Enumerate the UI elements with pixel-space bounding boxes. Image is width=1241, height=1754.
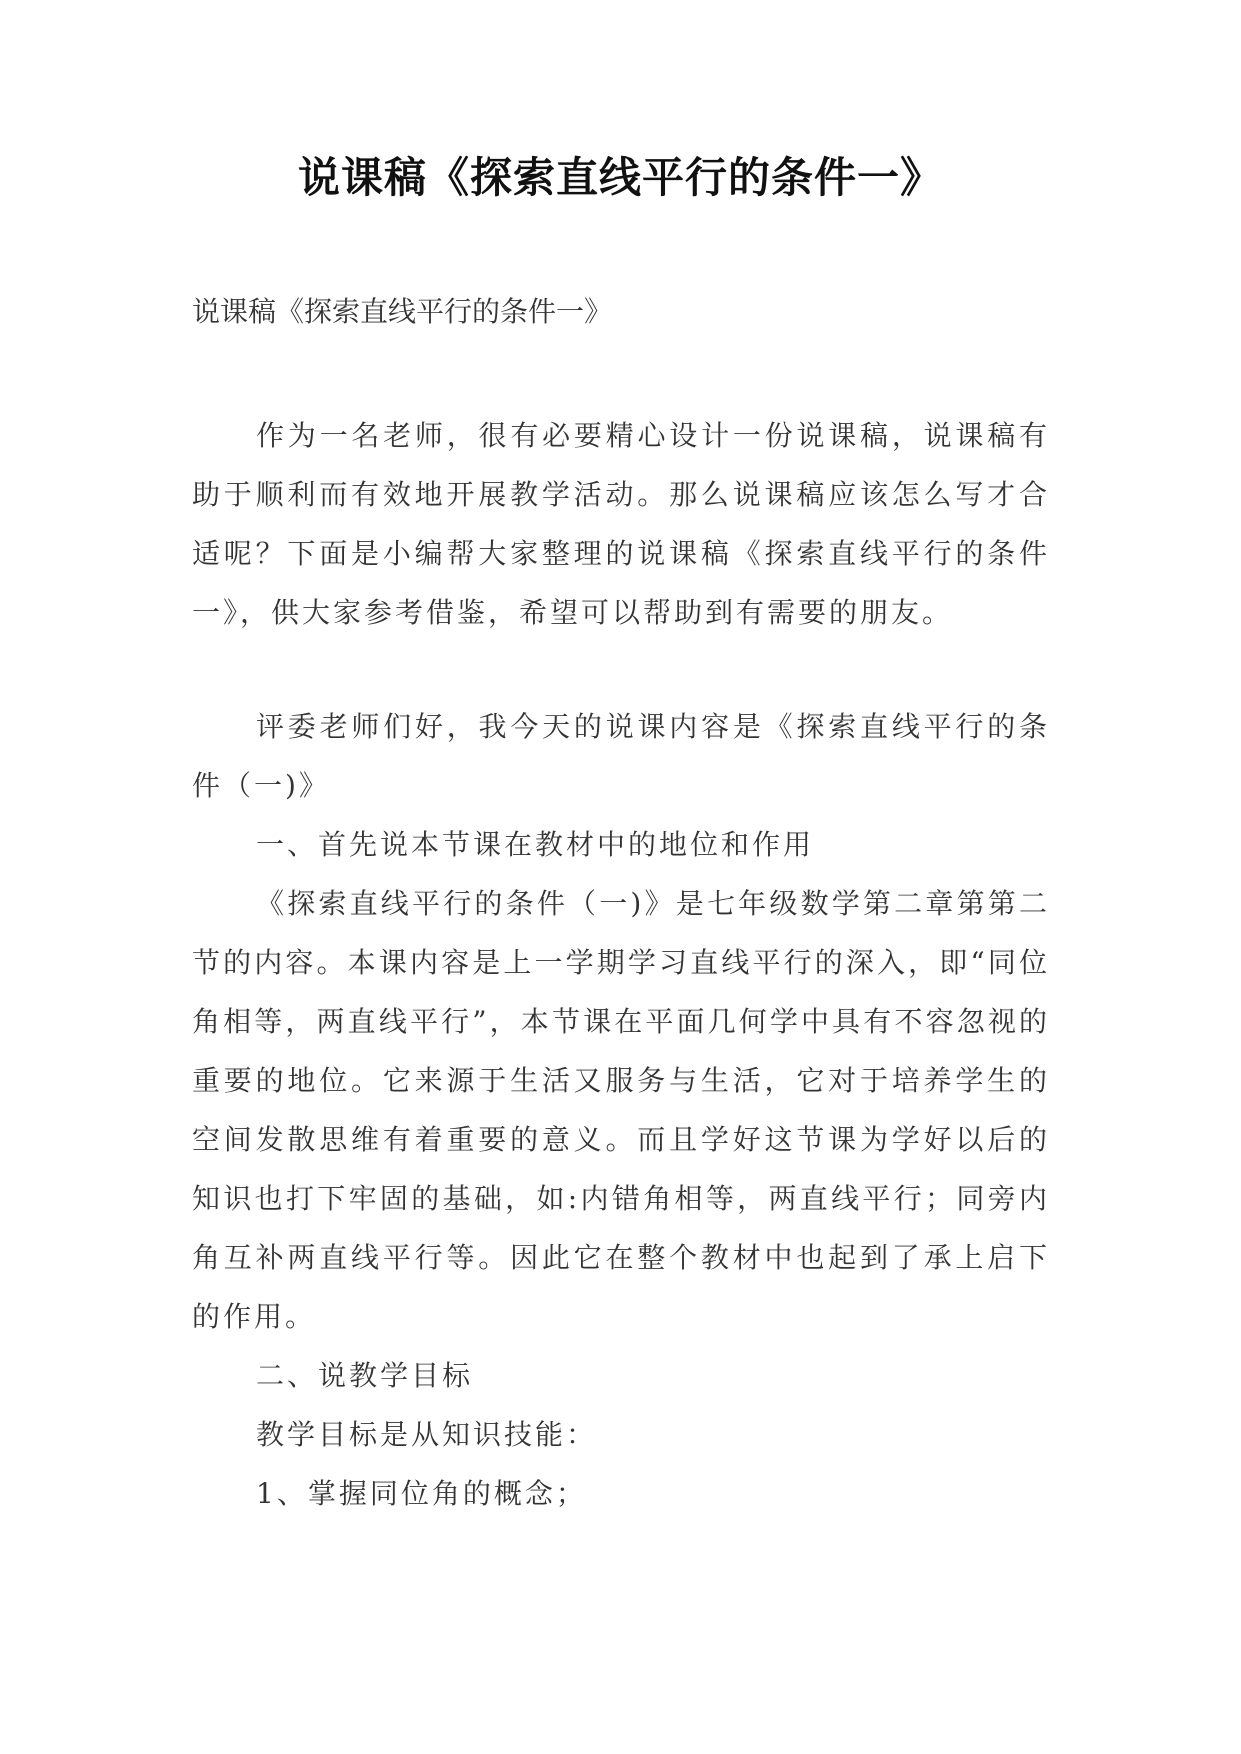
intro-paragraph: 作为一名老师，很有必要精心设计一份说课稿，说课稿有助于顺利而有效地开展教学活动。那么说课稿应该怎么写才合适呢？下面是小编帮大家整理的说课稿《探索直线平行的条件一》，供大家参考借鉴，希望可以帮助到有需要的朋友。: [192, 419, 1050, 629]
paragraph-gap: [192, 642, 1050, 697]
objectives-intro: 教学目标是从知识技能：: [256, 1418, 598, 1451]
section-heading-2: 二、说教学目标: [256, 1359, 474, 1392]
section-1-paragraph: 《探索直线平行的条件（一)》是七年级数学第二章第第二节的内容。本课内容是上一学期学习直线平行的深入，即“同位角相等，两直线平行”，本节课在平面几何学中具有不容忽视的重要的地位。它来源于生活又服务与生活，它对于培养学生的空间发散思维有着重要的意义。而且学好这节课为学好以后的知识也打下牢固的基础，如:内错角相等，两直线平行；同旁内角互补两直线平行等。因此它在整个教材中也起到了承上启下的作用。: [192, 887, 1050, 1333]
greeting-paragraph: 评委老师们好，我今天的说课内容是《探索直线平行的条件（一)》: [192, 710, 1050, 802]
page-title: 说课稿《探索直线平行的条件一》: [297, 153, 943, 202]
document-subtitle: 说课稿《探索直线平行的条件一》: [192, 295, 613, 328]
section-heading-1: 一、首先说本节课在教材中的地位和作用: [256, 828, 815, 861]
objective-item-1: 1、掌握同位角的概念；: [256, 1477, 587, 1510]
document-body: [192, 406, 1050, 1523]
